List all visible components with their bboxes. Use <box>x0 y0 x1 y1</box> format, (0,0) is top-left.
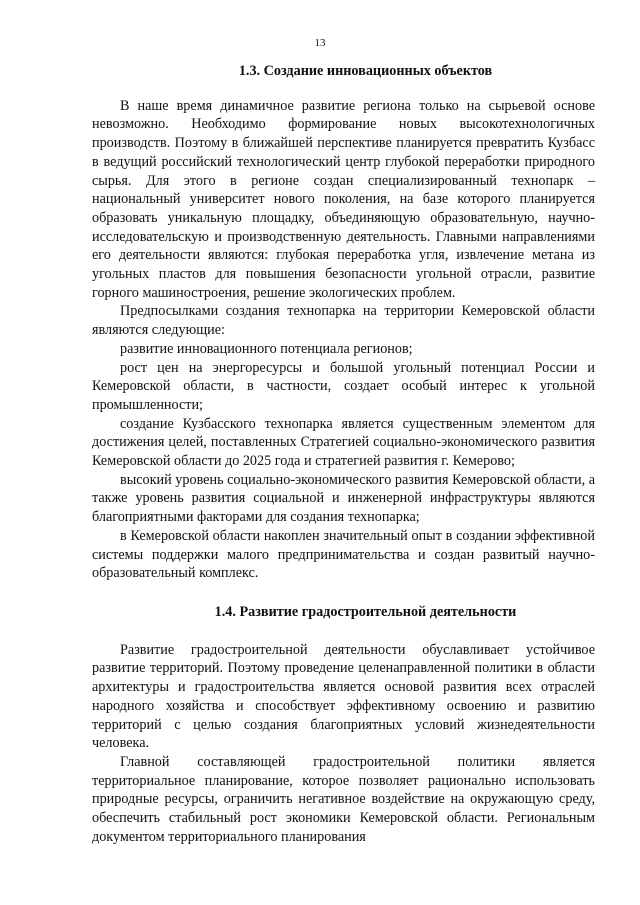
list-paragraph: рост цен на энергоресурсы и большой угольный потенциал России и Кемеровской области, в частности, создает особый интерес к угольной промышленности; <box>92 359 595 413</box>
paragraph: Предпосылками создания технопарка на территории Кемеровской области являются следующие: <box>92 303 595 339</box>
list-paragraph: развитие инновационного потенциала регионов; <box>120 340 413 357</box>
paragraph: Главной составляющей градостроительной политики является территориальное планирование, которое позволяет рационально использовать природные ресурсы, ограничить негативное воздействие на окружающую среду, обеспечить стабильный рост экономики Кемеровской области. Региональным документом территориального планирования <box>92 753 595 845</box>
document-body <box>92 62 595 846</box>
paragraph: Развитие градостроительной деятельности обуславливает устойчивое развитие территорий. Поэтому проведение целенаправленной политики в области архитектуры и градостроительства является основой развития всех отраслей народного хозяйства и способствует эффективному освоению и развитию территорий с целью создания благоприятных условий жизнедеятельности человека. <box>92 641 595 752</box>
list-paragraph: создание Кузбасского технопарка является существенным элементом для достижения целей, поставленных Стратегией социально-экономического развития Кемеровской области до 2025 года и стратегией развития г. Кемерово; <box>92 415 595 470</box>
list-paragraph: высокий уровень социально-экономического развития Кемеровской области, а также уровень развития социальной и инженерной инфраструктуры являются благоприятными факторами для создания технопарка; <box>92 471 595 526</box>
page-number: 13 <box>314 37 326 49</box>
list-paragraph: в Кемеровской области накоплен значительный опыт в создании эффективной системы поддержки малого предпринимательства и создан развитый научно-образовательный комплекс. <box>92 527 595 582</box>
section-1-4-heading: 1.4. Развитие градостроительной деятельности <box>214 603 517 620</box>
section-1-3-heading: 1.3. Создание инновационных объектов <box>238 63 493 79</box>
paragraph: В наше время динамичное развитие региона только на сырьевой основе невозможно. Необходимо формирование новых высокотехнологичных производств. Поэтому в ближайшей перспективе планируется превратить Кузбасс в ведущий российский технологический центр глубокой переработки природного сырья. Для этого в регионе создан специализированный технопарк – национальный университет нового поколения, на базе которого планируется образовать уникальную площадку, объединяющую образовательную, научно-исследовательскую и производственную деятельность. Главными направлениями его деятельности являются: глубокая переработка угля, извлечение метана из угольных пластов для повышения безопасности угольной отрасли, развитие горного машиностроения, решение экологических проблем. <box>92 97 595 301</box>
